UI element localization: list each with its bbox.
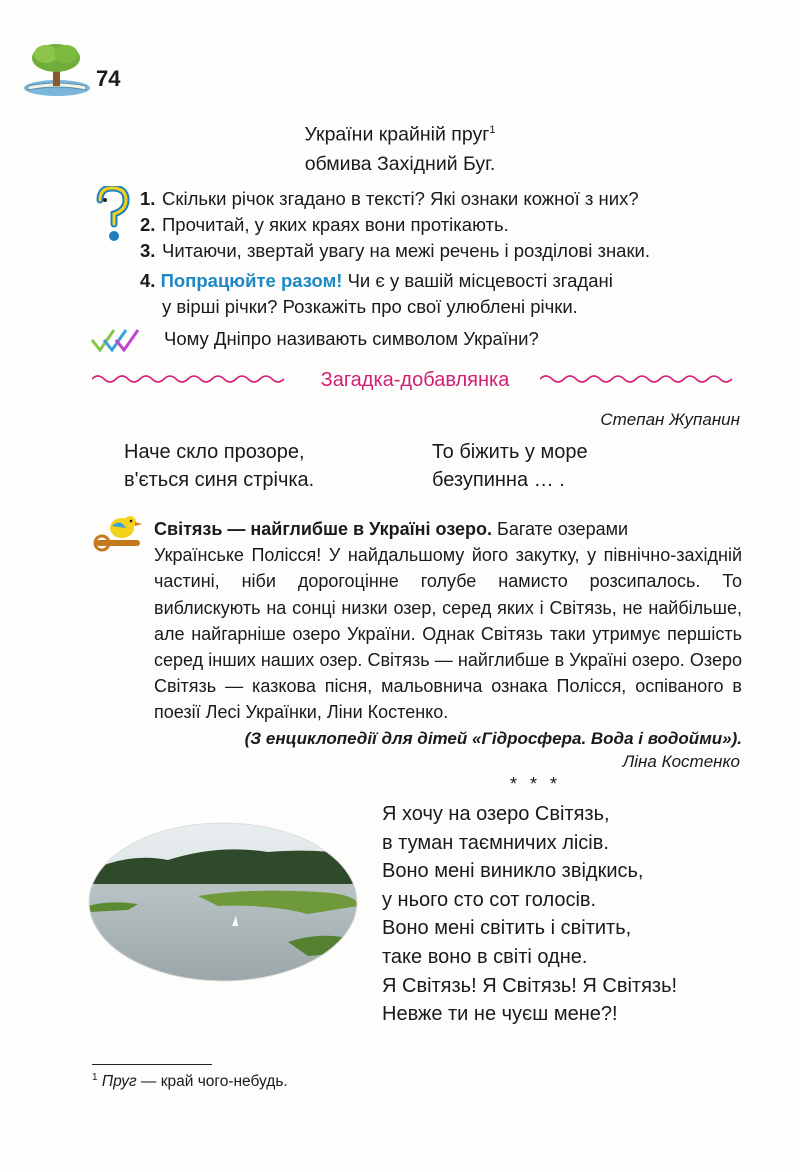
question-4 — [140, 268, 740, 320]
poem-line: таке воно в світі одне. — [382, 945, 588, 968]
footnote-marker: 1 — [489, 124, 496, 136]
riddle-line: То біжить у море — [432, 441, 588, 463]
poem-author: Ліна Костенко — [622, 752, 740, 771]
question-mark-icon — [92, 186, 132, 244]
question-3 — [140, 238, 650, 264]
poem-line: Воно мені виникло звідкись, — [382, 860, 644, 883]
article-body: Українське Полісся! У найдальшому його закутку, у північно-західній частині, ніби дорогоцінне голубе намисто розсипалось. То виблискують на сонці низки озер, серед яких і Світязь, не найбільше, але найгарніше озеро України. Однак Світязь таки утримує першість серед інших наших озер. Світязь — найглибше в Україні озеро. Озеро Світязь — казкова пісня, мальовнича ознака Полісся, оспіваного в поезії Лесі Українки, Ліни Костенко. — [154, 545, 742, 723]
article-source: (З енциклопедії для дітей «Гідросфера. Вода і водойми»). — [244, 728, 742, 748]
poem-line: в туман таємничих лісів. — [382, 831, 609, 854]
decorative-wave-right — [540, 370, 740, 388]
question-2 — [140, 212, 509, 238]
article-lead: Світязь — найглибше в Україні озеро. — [154, 519, 493, 539]
poem-ending — [0, 116, 800, 179]
tree-book-icon — [22, 40, 92, 98]
footnote-number: 1 — [92, 1072, 98, 1083]
question-5: Чому Дніпро називають символом України? — [164, 328, 539, 349]
article-text-start: Багате озерами — [492, 519, 629, 539]
footnote-definition: — край чого-небудь. — [136, 1073, 288, 1091]
lake-photo — [88, 822, 358, 982]
poem-line: Воно мені світить і світить, — [382, 917, 632, 940]
poem-line: у нього сто сот голосів. — [382, 888, 597, 911]
question-1 — [140, 186, 639, 212]
question-number: 4. — [140, 270, 156, 291]
poem-stars: * * * — [510, 774, 562, 794]
poem-end-line-1: України крайній пруг — [304, 123, 490, 146]
riddle-author: Степан Жупанин — [600, 410, 740, 429]
question-number: 1. — [140, 188, 156, 209]
riddle-right-column — [432, 438, 588, 494]
question-number: 3. — [140, 240, 156, 261]
poem-line: Я хочу на озеро Світязь, — [382, 803, 610, 825]
question-text-cont: у вірші річки? Розкажіть про свої улюблені річки. — [162, 296, 578, 317]
footnote-divider — [92, 1064, 212, 1065]
poem-end-line-2: обмива Західний Буг. — [304, 152, 496, 175]
riddle-line: Наче скло прозоре, — [124, 441, 305, 463]
page-number: 74 — [96, 66, 121, 91]
riddle-line: безупинна … . — [432, 469, 565, 491]
footnote-term: Пруг — [101, 1073, 137, 1091]
poem-line: Я Світязь! Я Світязь! Я Світязь! — [382, 974, 678, 997]
riddle-title: Загадка-добавлянка — [320, 369, 510, 391]
question-text: Прочитай, у яких краях вони протікають. — [162, 214, 509, 235]
checkmarks-icon — [90, 326, 148, 354]
footnote — [92, 1072, 288, 1091]
riddle-line: в'ється синя стрічка. — [124, 469, 315, 491]
question-text: Скільки річок згадано в тексті? Які ознаки кожної з них? — [162, 188, 639, 209]
poem — [382, 800, 677, 1029]
article — [122, 516, 742, 752]
question-text: Чи є у вашій місцевості згадані — [342, 270, 613, 291]
riddle-left-column — [124, 438, 314, 494]
work-together-label: Попрацюйте разом! — [160, 270, 343, 291]
question-number: 2. — [140, 214, 156, 235]
question-text: Читаючи, звертай увагу на межі речень і розділові знаки. — [162, 240, 651, 261]
poem-line: Невже ти не чуєш мене?! — [382, 1003, 618, 1026]
